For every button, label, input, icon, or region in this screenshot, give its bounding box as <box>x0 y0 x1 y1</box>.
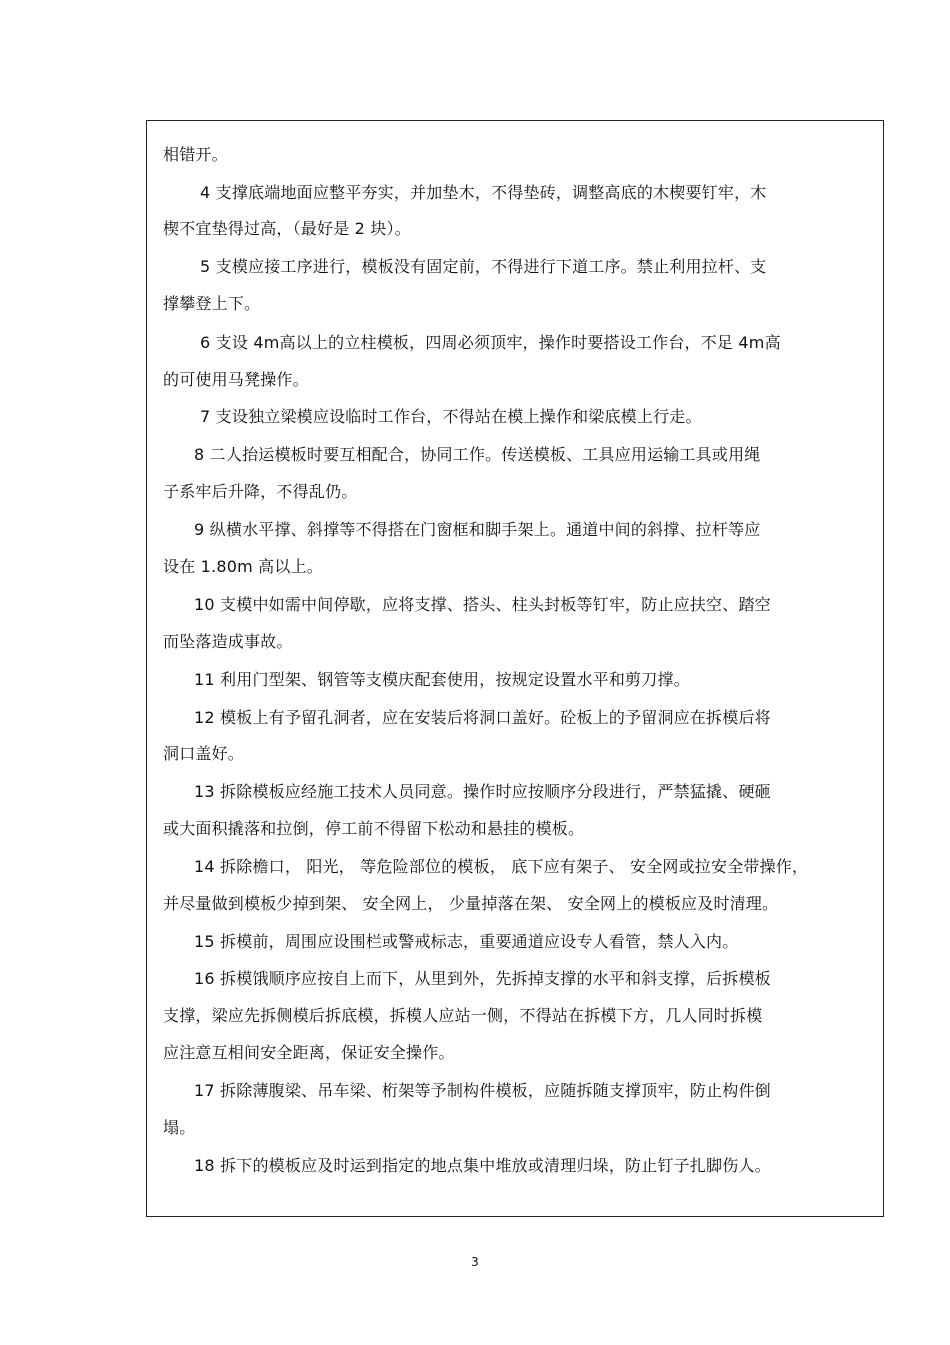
text-line: 8 二人抬运模板时要互相配合，协同工作。传送模板、工具应用运输工具或用绳 <box>194 445 761 464</box>
text-line: 相错开。 <box>163 145 228 164</box>
text-line: 应注意互相间安全距离，保证安全操作。 <box>163 1043 455 1062</box>
page-number: 3 <box>471 1255 479 1269</box>
text-line: 并尽量做到模板少掉到架、 安全网上， 少量掉落在架、 安全网上的模板应及时清理。 <box>163 894 779 913</box>
text-line: 楔不宜垫得过高，（最好是 2 块）。 <box>163 219 411 238</box>
text-line: 12 模板上有予留孔洞者，应在安装后将洞口盖好。砼板上的予留洞应在拆模后将 <box>194 708 771 727</box>
text-line: 撑攀登上下。 <box>163 294 261 313</box>
text-line: 支撑，梁应先拆侧模后拆底模，拆模人应站一侧，不得站在拆模下方，几人同时拆模 <box>163 1006 763 1025</box>
text-line: 11 利用门型架、钢管等支模庆配套使用，按规定设置水平和剪刀撑。 <box>194 670 690 689</box>
text-line: 子系牢后升降，不得乱仍。 <box>163 482 358 501</box>
text-line: 的可使用马凳操作。 <box>163 370 309 389</box>
text-line: 10 支模中如需中间停歇，应将支撑、搭头、柱头封板等钉牢，防止应扶空、踏空 <box>194 595 771 614</box>
text-line: 塌。 <box>163 1118 196 1137</box>
text-line: 6 支设 4m高以上的立柱模板，四周必须顶牢，操作时要搭设工作台，不足 4m高 <box>200 333 781 352</box>
text-line: 15 拆模前，周围应设围栏或警戒标志，重要通道应设专人看管，禁人入内。 <box>194 932 739 951</box>
text-line: 5 支模应接工序进行，模板没有固定前，不得进行下道工序。禁止利用拉杆、支 <box>200 257 767 276</box>
text-line: 17 拆除薄腹梁、吊车梁、桁架等予制构件模板，应随拆随支撑顶牢，防止构件倒 <box>194 1081 771 1100</box>
text-line: 13 拆除模板应经施工技术人员同意。操作时应按顺序分段进行，严禁猛撬、硬砸 <box>194 782 771 801</box>
text-line: 或大面积撬落和拉倒，停工前不得留下松动和悬挂的模板。 <box>163 819 585 838</box>
text-line: 而坠落造成事故。 <box>163 632 293 651</box>
text-line: 16 拆模饿顺序应按自上而下，从里到外，先拆掉支撑的水平和斜支撑，后拆模板 <box>194 969 771 988</box>
text-line: 14 拆除檐口， 阳光， 等危险部位的模板， 底下应有架子、 安全网或拉安全带操作， <box>194 857 809 876</box>
text-line: 洞口盖好。 <box>163 744 245 763</box>
text-line: 9 纵横水平撑、斜撑等不得搭在门窗框和脚手架上。通道中间的斜撑、拉杆等应 <box>194 520 761 539</box>
text-line: 7 支设独立梁模应设临时工作台，不得站在模上操作和梁底模上行走。 <box>200 407 702 426</box>
text-line: 4 支撑底端地面应整平夯实，并加垫木，不得垫砖，调整高底的木楔要钉牢，木 <box>200 183 767 202</box>
text-line: 18 拆下的模板应及时运到指定的地点集中堆放或清理归垛，防止钉子扎脚伤人。 <box>194 1156 771 1175</box>
text-line: 设在 1.80m 高以上。 <box>163 557 323 576</box>
